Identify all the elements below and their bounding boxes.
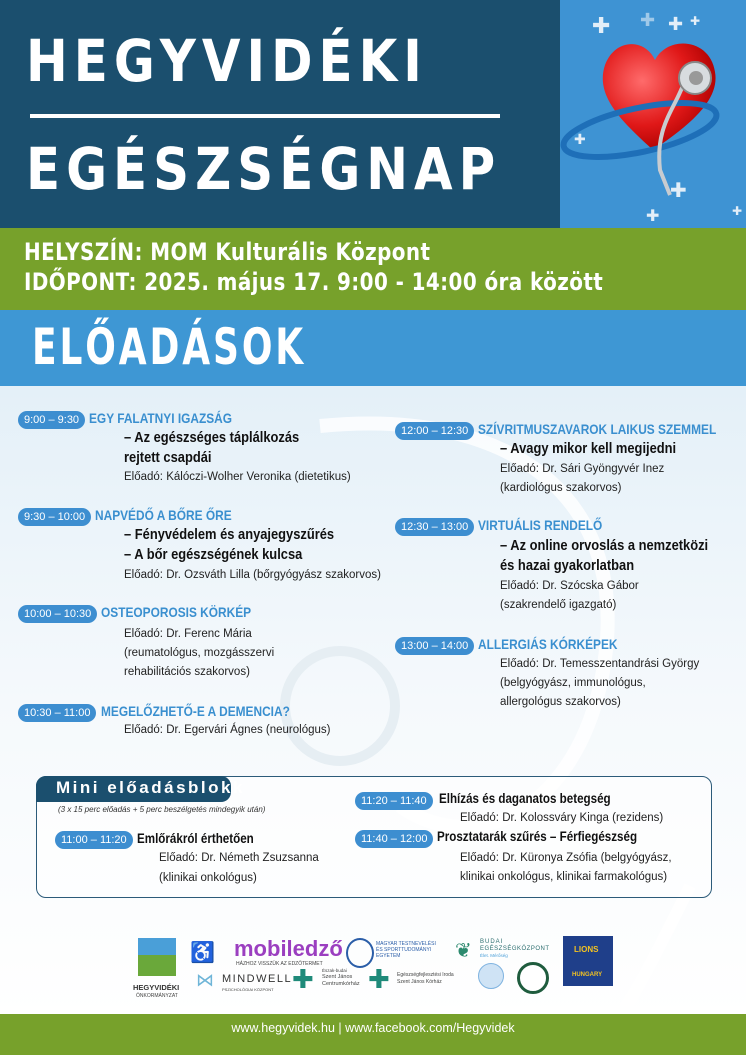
time-text: IDŐPONT: 2025. május 17. 9:00 - 14:00 óra között: [24, 268, 604, 296]
time-pill: 10:00 – 10:30: [18, 605, 97, 623]
sponsor-budai-line1: BUDAI: [480, 939, 504, 945]
sponsor-szentjanos2-line1: Egészségfejlesztési Iroda: [397, 972, 454, 978]
time-pill: 11:00 – 11:20: [55, 831, 133, 849]
talk-speaker: (szakrendelő igazgató): [500, 599, 617, 611]
mini-talk-title: Prosztatarák szűrés – Férfiegészség: [437, 829, 638, 844]
plus-icon: ✚: [732, 204, 743, 218]
plus-icon: ✚: [574, 132, 586, 148]
mini-block-note: (3 x 15 perc előadás + 5 perc beszélgetés mindegyik után): [58, 805, 266, 814]
talk-speaker: Előadó: Dr. Szócska Gábor: [500, 580, 639, 592]
talk-title: ALLERGIÁS KÓRKÉPEK: [478, 636, 618, 652]
talk-speaker: Előadó: Kálóczi-Wolher Veronika (dietetikus): [124, 471, 351, 483]
sponsor-szentjanos2-line2: Szent János Kórház: [397, 979, 442, 985]
sponsor-mindwell-sub: PSZICHOLÓGIAI KÖZPONT: [222, 987, 274, 992]
lions-logo-icon: [563, 936, 613, 986]
sponsor-szentjanos1-line2: Szent János: [322, 974, 353, 980]
talk-subtitle: rejtett csapdái: [124, 449, 212, 466]
sponsor-lions-sub: HUNGARY: [572, 972, 603, 978]
talk-subtitle: – Az egészséges táplálkozás: [124, 429, 300, 446]
talk-title: OSTEOPOROSIS KÖRKÉP: [101, 604, 252, 620]
heart-stethoscope-icon: [560, 0, 746, 228]
talk-title: VIRTUÁLIS RENDELŐ: [478, 517, 603, 533]
time-pill: 10:30 – 11:00: [18, 704, 96, 722]
time-pill: 12:00 – 12:30: [395, 422, 474, 440]
budai-tree-icon: ❦: [455, 940, 472, 962]
plus-icon: ✚: [670, 178, 687, 202]
talk-subtitle: és hazai gyakorlatban: [500, 557, 635, 574]
time-pill: 12:30 – 13:00: [395, 518, 474, 536]
section-title: ELŐADÁSOK: [32, 318, 307, 376]
talk-speaker: (reumatológus, mozgásszervi: [124, 647, 275, 659]
sponsor-lions-name: LIONS: [574, 945, 599, 954]
talk-speaker: Előadó: Dr. Küronya Zsófia (belgyógyász,: [460, 852, 672, 864]
sponsor-szentjanos1-line1: Észak-budai: [322, 968, 347, 973]
hegyvidek-logo-icon: [138, 938, 176, 976]
footer-links[interactable]: www.hegyvidek.hu | www.facebook.com/Hegyvidek: [231, 1021, 515, 1035]
time-pill: 13:00 – 14:00: [395, 637, 474, 655]
sponsor-mte-line2: ÉS SPORTTUDOMÁNYI: [376, 947, 432, 953]
title-line-1: HEGYVIDÉKI: [26, 27, 428, 95]
time-pill: 9:30 – 10:00: [18, 508, 91, 526]
sponsor-mte-line1: MAGYAR TESTNEVELÉSI: [376, 941, 436, 947]
sponsor-budai-line3: Élet. Mérőség: [480, 953, 508, 958]
mindwell-logo-icon: ⋈: [196, 970, 214, 990]
szent-janos-cross-icon: ✚: [292, 964, 314, 994]
mobiledzo-figure-icon: ♿: [190, 942, 215, 964]
talk-speaker: Előadó: Dr. Egervári Ágnes (neurológus): [124, 724, 331, 736]
title-divider: [30, 114, 500, 118]
time-pill: 9:00 – 9:30: [18, 411, 85, 429]
talk-speaker: Előadó: Dr. Németh Zsuzsanna: [159, 852, 319, 864]
plus-icon: ✚: [668, 14, 684, 35]
talk-speaker: Előadó: Dr. Kolossváry Kinga (rezidens): [460, 812, 664, 824]
plus-icon: ✚: [646, 206, 660, 225]
content-background: [0, 386, 746, 1016]
mini-talk-title: Elhízás és daganatos betegség: [439, 791, 611, 806]
talk-speaker: Előadó: Dr. Ozsváth Lilla (bőrgyógyász szakorvos): [124, 569, 381, 581]
talk-speaker: allergológus szakorvos): [500, 696, 621, 708]
time-pill: 11:40 – 12:00: [355, 830, 433, 848]
talk-title: MEGELŐZHETŐ-E A DEMENCIA?: [101, 703, 290, 719]
plus-icon: ✚: [640, 10, 656, 31]
plus-icon: ✚: [690, 14, 701, 28]
szent-janos-cross-icon: ✚: [368, 964, 390, 994]
sponsor-mindwell-name: MINDWELL: [222, 973, 293, 985]
sponsor-hegyvidek-name: HEGYVIDÉKI: [133, 983, 180, 992]
green-seal-icon: [517, 962, 549, 994]
sponsor-mobiledzo-name: mobiledző: [234, 936, 343, 961]
talk-speaker: Előadó: Dr. Ferenc Mária: [124, 628, 252, 640]
location-text: HELYSZÍN: MOM Kulturális Központ: [24, 238, 431, 266]
mini-talk-title: Emlőrákról érthetően: [137, 831, 254, 846]
mini-block-title: Mini előadásblokk: [56, 778, 245, 797]
talk-title: EGY FALATNYI IGAZSÁG: [89, 410, 233, 426]
talk-speaker: (belgyógyász, immunológus,: [500, 677, 646, 689]
talk-speaker: (kardiológus szakorvos): [500, 482, 622, 494]
sponsor-mte-line3: EGYETEM: [376, 953, 401, 959]
talk-subtitle: – Az online orvoslás a nemzetközi: [500, 537, 709, 554]
talk-title: SZÍVRITMUSZAVAROK LAIKUS SZEMMEL: [478, 421, 717, 437]
talk-subtitle: – Avagy mikor kell megijedni: [500, 440, 677, 457]
circle-seal-icon: [478, 963, 504, 989]
plus-icon: ✚: [592, 14, 611, 39]
sponsor-hegyvidek-sub: ÖNKORMÁNYZAT: [136, 993, 178, 999]
talk-speaker: rehabilitációs szakorvos): [124, 666, 250, 678]
talk-speaker: Előadó: Dr. Temesszentandrási György: [500, 658, 700, 670]
time-pill: 11:20 – 11:40: [355, 792, 433, 810]
talk-speaker: (klinikai onkológus): [159, 872, 257, 884]
title-line-2: EGÉSZSÉGNAP: [26, 135, 502, 203]
talk-speaker: Előadó: Dr. Sári Gyöngyvér Inez: [500, 463, 665, 475]
sponsor-szentjanos1-line3: Centrumkórház: [322, 981, 360, 987]
talk-title: NAPVÉDŐ A BŐRE ŐRE: [95, 507, 232, 523]
talk-speaker: klinikai onkológus, klinikai farmakológus): [460, 871, 668, 883]
talk-subtitle: – Fényvédelem és anyajegyszűrés: [124, 526, 335, 543]
talk-subtitle: – A bőr egészségének kulcsa: [124, 546, 303, 563]
sponsor-mobiledzo-sub: HÁZHOZ VISSZÜK AZ EDZŐTERMET: [236, 961, 323, 967]
sponsor-budai-line2: EGÉSZSÉGKÖZPONT: [480, 946, 550, 952]
